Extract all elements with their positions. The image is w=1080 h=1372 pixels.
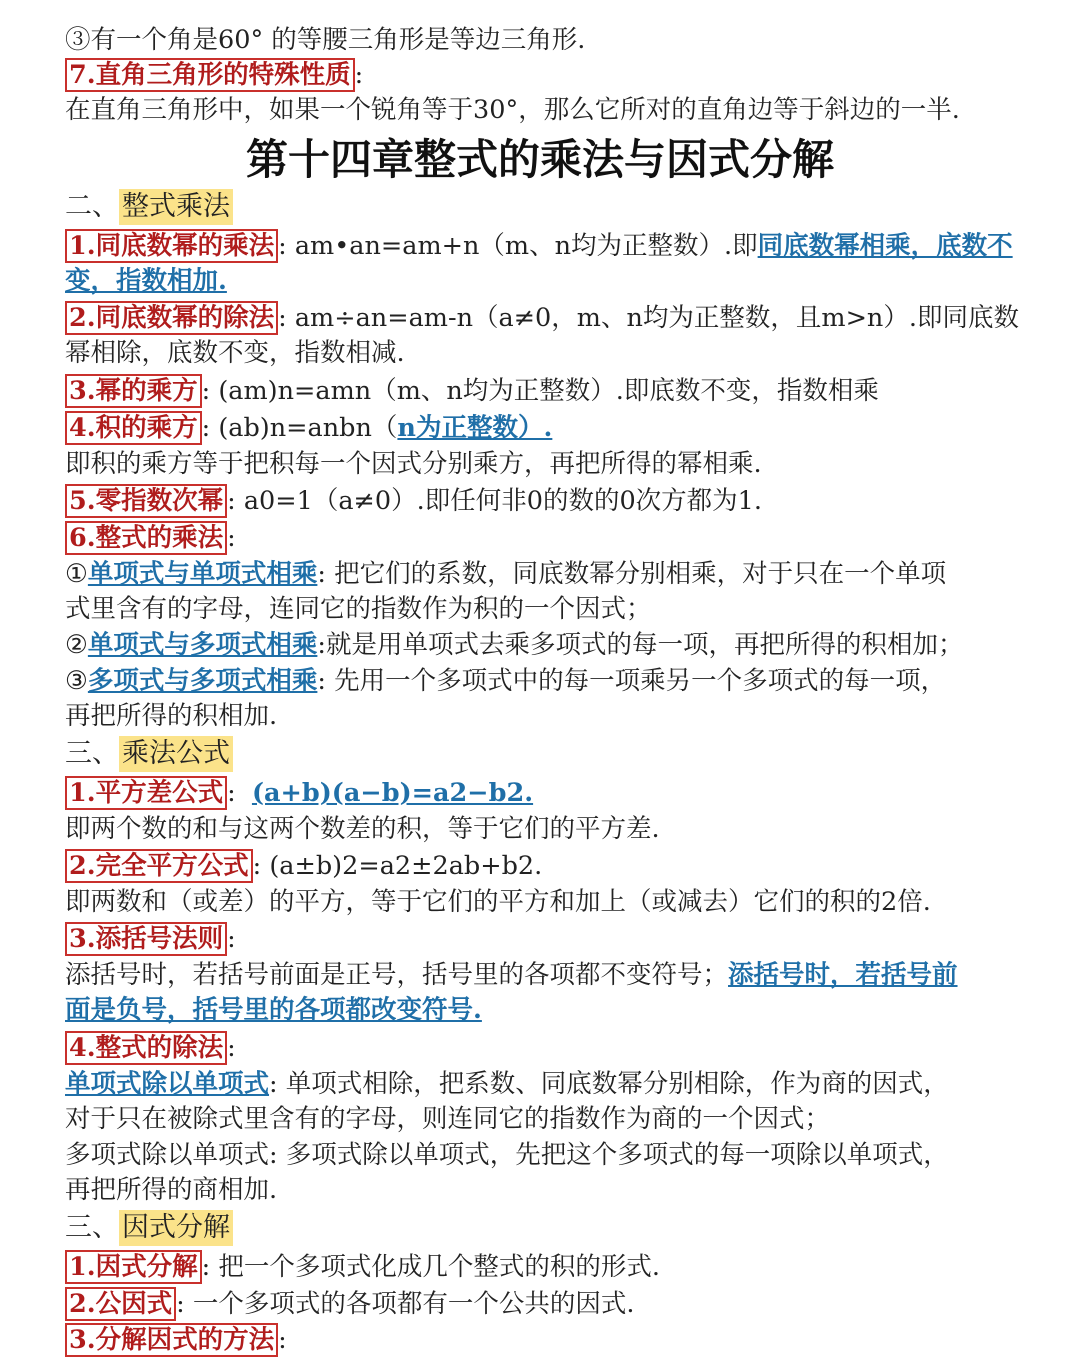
item-same-base-divide — [65, 300, 1020, 336]
item-label: 1.平方差公式 — [65, 776, 227, 810]
sub-item-text: :就是用单项式去乘多项式的每一项，再把所得的积相加； — [317, 630, 964, 660]
heading-7-body: 在直角三角形中，如果一个锐角等于30°，那么它所对的直角边等于斜边的一半. — [65, 95, 960, 125]
item-bracket-rule-text — [65, 957, 1020, 993]
item-label: 6.整式的乘法 — [65, 521, 227, 555]
item-same-base-multiply-cont — [65, 263, 1020, 299]
item-label: 2.完全平方公式 — [65, 849, 253, 883]
item-bracket-rule — [65, 921, 1020, 957]
item-label: 3.分解因式的方法 — [65, 1323, 278, 1357]
item-text: : am•an=am+n（m、n均为正整数）.即 — [278, 231, 758, 261]
section-label: 乘法公式 — [119, 736, 233, 772]
sub-item-mark: ③ — [65, 666, 88, 696]
item-label: 2.同底数幂的除法 — [65, 301, 278, 335]
item-same-base-multiply — [65, 228, 1020, 264]
sub-item-emphasis: 单项式与多项式相乘 — [87, 630, 318, 660]
sub-item-poly-poly — [65, 663, 1020, 699]
item-text: : (am)n=amn（m、n均为正整数）.即底数不变，指数相乘 — [201, 376, 879, 406]
item-text: : a0=1（a≠0）.即任何非0的数的0次方都为1. — [227, 486, 763, 516]
item-common-factor — [65, 1286, 1020, 1322]
item-emphasis: 变，指数相加. — [65, 266, 227, 296]
section-multiplication — [65, 189, 1020, 225]
item-emphasis: (a+b)(a−b)=a2−b2. — [251, 778, 534, 808]
item-polynomial-divide — [65, 1030, 1020, 1066]
item-text: : 一个多项式的各项都有一个公共的因式. — [176, 1289, 635, 1319]
section-factorization — [65, 1210, 1020, 1246]
item-emphasis: n为正整数）. — [397, 413, 553, 443]
section-prefix: 二、 — [65, 191, 119, 222]
sub-item-emphasis: 单项式除以单项式 — [65, 1069, 270, 1099]
sub-item-mono-div-mono-cont: 对于只在被除式里含有的字母，则连同它的指数作为商的一个因式； — [65, 1104, 831, 1134]
item-text: : 把一个多项式化成几个整式的积的形式. — [201, 1252, 660, 1282]
section-label: 因式分解 — [119, 1210, 233, 1246]
item-difference-of-squares — [65, 775, 1020, 811]
item-perfect-square-cont: 即两数和（或差）的平方，等于它们的平方和加上（或减去）它们的积的2倍. — [65, 887, 931, 917]
heading-7-label: 7.直角三角形的特殊性质 — [65, 58, 355, 92]
sub-item-poly-div-mono: 多项式除以单项式: 多项式除以单项式，先把这个多项式的每一项除以单项式， — [65, 1140, 949, 1170]
item-label: 1.同底数幂的乘法 — [65, 229, 278, 263]
sub-item-mark: ② — [65, 630, 88, 660]
heading-7-colon: : — [354, 60, 364, 90]
sub-item-poly-poly-cont: 再把所得的积相加. — [65, 701, 278, 731]
sub-item-text: : 单项式相除，把系数、同底数幂分别相除，作为商的因式， — [269, 1069, 949, 1099]
sub-item-emphasis: 多项式与多项式相乘 — [87, 666, 318, 696]
sub-item-mono-mono-cont: 式里含有的字母，连同它的指数作为积的一个因式； — [65, 594, 652, 624]
item-emphasis: 同底数幂相乘，底数不 — [757, 231, 1013, 261]
sub-item-poly-div-mono-cont: 再把所得的商相加. — [65, 1175, 278, 1205]
heading-7-line — [65, 57, 1020, 93]
item-label: 1.因式分解 — [65, 1250, 202, 1284]
sub-item-mono-mono — [65, 556, 1020, 592]
item-power-of-product — [65, 410, 1020, 446]
item-label: 2.公因式 — [65, 1287, 176, 1321]
item-colon: : — [227, 924, 236, 954]
item-text: : (a±b)2=a2±2ab+b2. — [252, 851, 543, 881]
item-difference-of-squares-cont: 即两个数的和与这两个数差的积，等于它们的平方差. — [65, 814, 660, 844]
sub-item-emphasis: 单项式与单项式相乘 — [87, 559, 318, 589]
sub-item-text: : 把它们的系数，同底数幂分别相乘，对于只在一个单项 — [317, 559, 947, 589]
item-text: 添括号时，若括号前面是正号，括号里的各项都不变符号； — [65, 960, 729, 990]
item-label: 5.零指数次幂 — [65, 484, 227, 518]
item-zero-exponent — [65, 483, 1020, 519]
item-bracket-rule-cont — [65, 992, 1020, 1028]
item-power-of-product-cont: 即积的乘方等于把积每一个因式分别乘方，再把所得的幂相乘. — [65, 449, 762, 479]
item-same-base-divide-cont: 幂相除，底数不变，指数相减. — [65, 338, 405, 368]
item-text: : — [227, 778, 252, 808]
item-colon: : — [278, 1325, 287, 1355]
chapter-title: 第十四章整式的乘法与因式分解 — [245, 135, 834, 184]
item-colon: : — [227, 523, 236, 553]
item-factorization-def — [65, 1249, 1020, 1285]
item-factorization-methods — [65, 1322, 1020, 1358]
item-emphasis: 添括号时，若括号前 — [728, 960, 958, 990]
item-text: : am÷an=am-n（a≠0，m、n均为正整数，且m>n）.即同底数 — [278, 303, 1019, 333]
item-perfect-square — [65, 848, 1020, 884]
sub-item-text: : 先用一个多项式中的每一项乘另一个多项式的每一项， — [317, 666, 947, 696]
item-label: 3.幂的乘方 — [65, 374, 202, 408]
item-power-of-power — [65, 373, 1020, 409]
property-3-text: ③有一个角是60° 的等腰三角形是等边三角形. — [65, 25, 586, 55]
section-prefix: 三、 — [65, 1212, 119, 1243]
section-prefix: 三、 — [65, 738, 119, 769]
item-label: 3.添括号法则 — [65, 922, 227, 956]
item-colon: : — [227, 1033, 236, 1063]
section-formulas — [65, 736, 1020, 772]
item-label: 4.积的乘方 — [65, 411, 202, 445]
item-emphasis: 面是负号，括号里的各项都改变符号. — [65, 995, 482, 1025]
sub-item-mono-poly — [65, 627, 1020, 663]
item-text: : (ab)n=anbn（ — [201, 413, 398, 443]
sub-item-mono-div-mono — [65, 1066, 1020, 1102]
sub-item-mark: ① — [65, 559, 88, 589]
item-label: 4.整式的除法 — [65, 1031, 227, 1065]
item-polynomial-multiply — [65, 520, 1020, 556]
section-label: 整式乘法 — [119, 189, 233, 225]
